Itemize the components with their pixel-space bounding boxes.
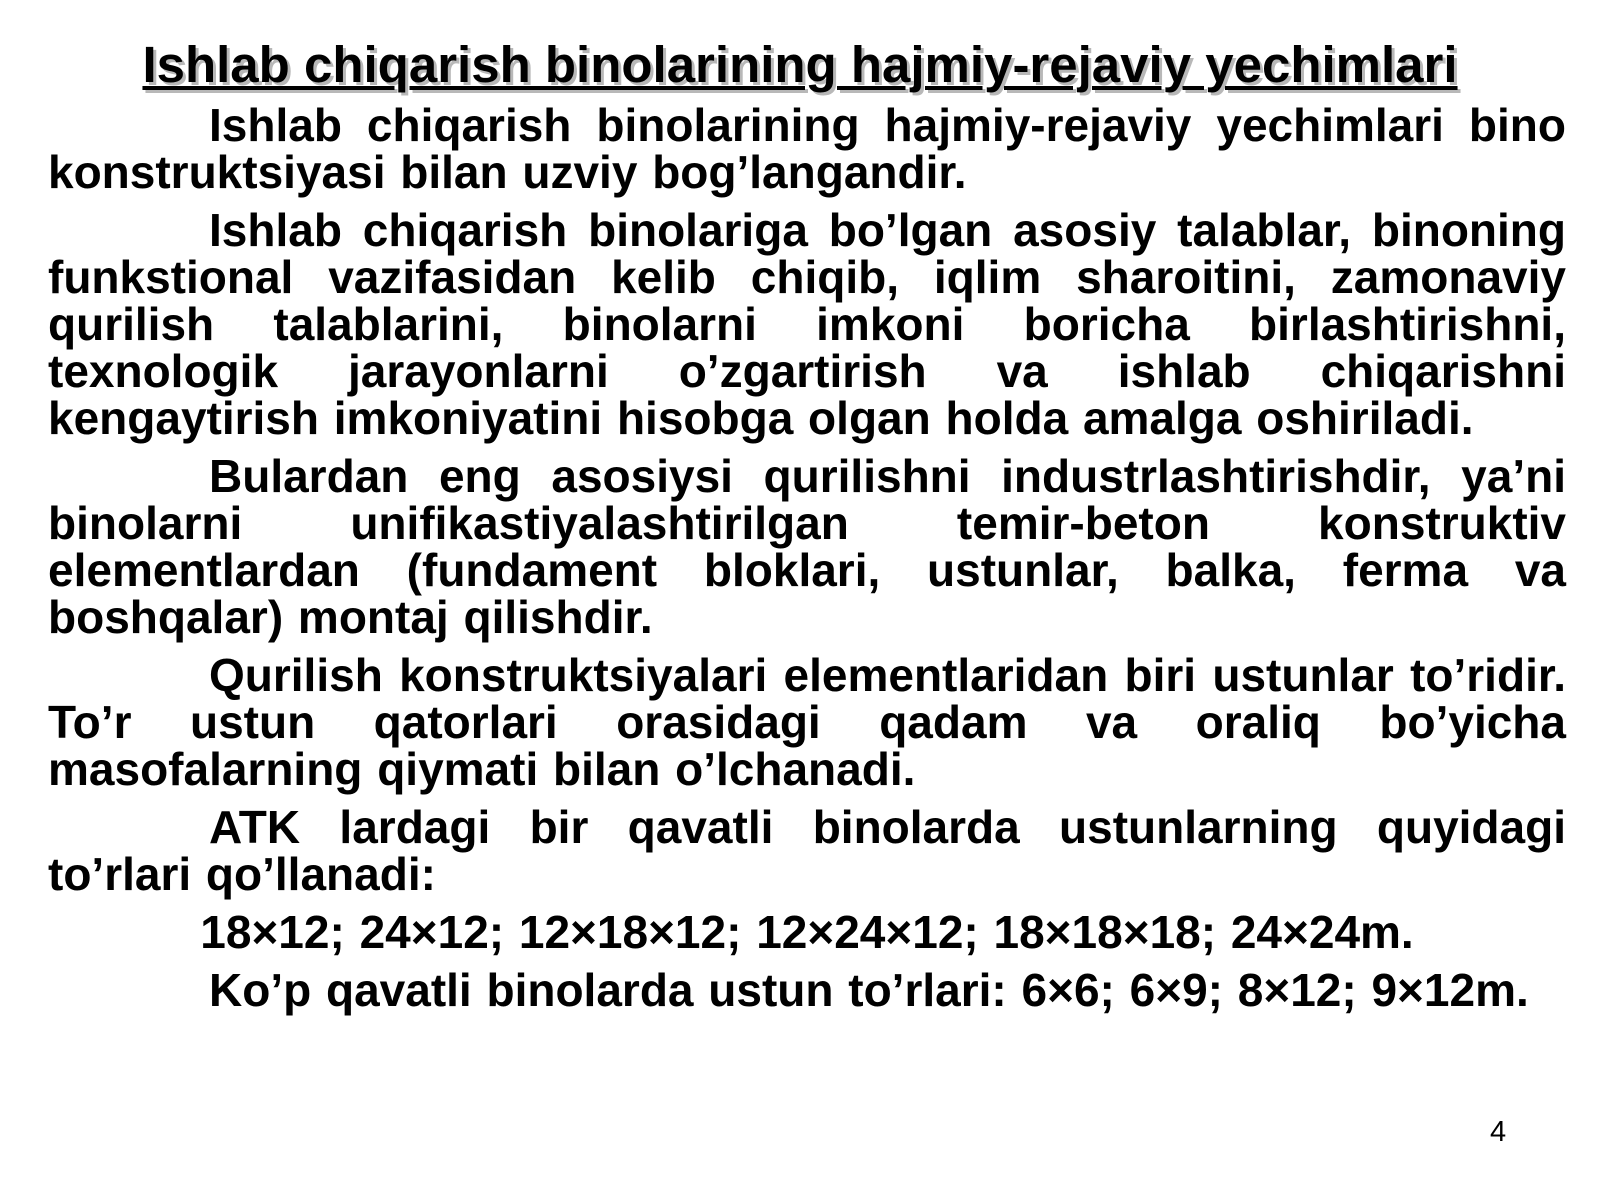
slide-title: Ishlab chiqarish binolarining hajmiy-rejaviy yechimlari [142,36,1458,93]
paragraph-industrialization: Bulardan eng asosiysi qurilishni industrlashtirishdir, ya’ni binolarni unifikastiyalashtirilgan temir-beton konstruktiv elementlardan (fundament bloklari, ustunlar, balka, ferma va boshqalar) montaj qilishdir. [48,450,1566,643]
paragraph-multi-storey-grids: Ko’p qavatli binolarda ustun to’rlari: 6×6; 6×9; 8×12; 9×12m. [209,964,1529,1016]
single-storey-grid-sizes: 18×12; 24×12; 12×18×12; 12×24×12; 18×18×18; 24×24m. [200,906,1414,958]
paragraph-column-grid: Qurilish konstruktsiyalari elementlaridan biri ustunlar to’ridir. To’r ustun qatorlari orasidagi qadam va oraliq bo’yicha masofalarning qiymati bilan o’lchanadi. [48,649,1566,795]
paragraph-requirements: Ishlab chiqarish binolariga bo’lgan asosiy talablar, binoning funkstional vazifasidan kelib chiqib, iqlim sharoitini, zamonaviy qurilish talablarini, binolarni imkoni boricha birlashtirishni, texnologik jarayonlarni o’zgartirish va ishlab chiqarishni kengaytirish imkoniyatini hisobga olgan holda amalga oshiriladi. [48,204,1566,444]
paragraph-intro: Ishlab chiqarish binolarining hajmiy-rejaviy yechimlari bino konstruktsiyasi bilan uzviy bog’langandir. [48,99,1566,198]
paragraph-single-storey-grids: ATK lardagi bir qavatli binolarda ustunlarning quyidagi to’rlari qo’llanadi: [48,801,1566,900]
page-number: 4 [1490,1116,1507,1148]
slide-body [48,99,1566,1025]
